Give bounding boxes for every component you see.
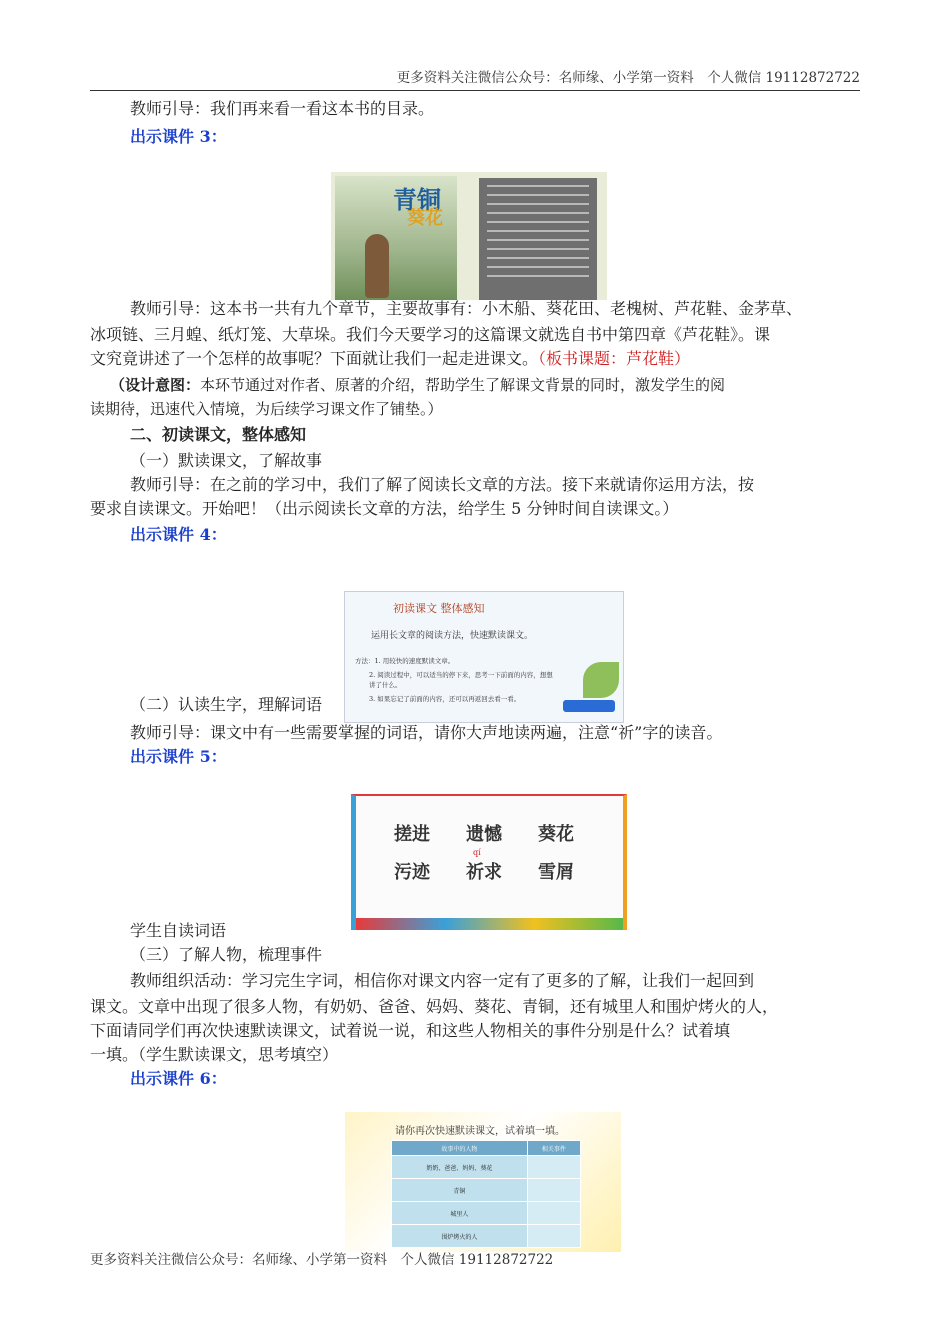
- slide-5-image: [351, 794, 627, 930]
- text-line: 下面请同学们再次快速默读课文，试着说一说，和这些人物相关的事件分别是什么？试着填: [90, 1021, 731, 1040]
- color-strip: [356, 918, 623, 930]
- slide-6-image: [345, 1112, 621, 1252]
- table-header: 故事中的人物: [392, 1141, 528, 1156]
- text-line: 冰项链、三月蝗、纸灯笼、大草垛。我们今天要学习的这篇课文就选自书中第四章《芦花鞋》。课: [90, 325, 771, 344]
- slide-title: 初读课文 整体感知: [393, 602, 485, 615]
- pinyin-label: qí: [473, 848, 481, 857]
- text-line: 教师引导：课文中有一些需要掌握的词语，请你大声地读两遍，注意“祈”字的读音。: [130, 723, 723, 742]
- next-button: [563, 700, 615, 712]
- text-line: 要求自读课文。开始吧！（出示阅读长文章的方法，给学生 5 分钟时间自读课文。）: [90, 499, 679, 518]
- book-title: 青铜: [393, 185, 441, 214]
- vocab-word: 祈求: [466, 862, 502, 883]
- section-heading: 二、初读课文，整体感知: [130, 425, 307, 444]
- slide-label: 出示课件 5：: [130, 747, 227, 766]
- book-subtitle: 葵花: [407, 208, 443, 229]
- child-figure: [365, 234, 389, 298]
- method-line: 方法：1. 用较快的速度默读文章。: [355, 657, 455, 665]
- slide-heading: 请你再次快速默读课文，试着填一填。: [395, 1126, 565, 1137]
- method-line: 2. 阅读过程中，可以适当的停下来，思考一下前面的内容，想想: [369, 671, 553, 679]
- table-row: 围炉烤火的人: [392, 1225, 581, 1248]
- vocab-word: 葵花: [538, 824, 574, 845]
- vocab-word: 污迹: [394, 862, 430, 883]
- subsection-heading: （三）了解人物，梳理事件: [130, 945, 323, 964]
- text-line: 文究竟讲述了一个怎样的故事呢？下面就让我们一起走进课文。（板书课题：芦花鞋）: [90, 349, 691, 368]
- slide-label: 出示课件 6：: [130, 1069, 227, 1088]
- events-table: [391, 1140, 581, 1248]
- vocab-word: 遗憾: [466, 824, 502, 845]
- slide-label: 出示课件 4：: [130, 525, 227, 544]
- text-line: 读期待，迅速代入情境，为后续学习课文作了铺垫。）: [90, 400, 443, 418]
- text-line: 一填。（学生默读课文，思考填空）: [90, 1045, 339, 1064]
- subsection-heading: （二）认读生字，理解词语: [130, 695, 323, 714]
- text-line: 教师引导：我们再来看一看这本书的目录。: [130, 99, 435, 118]
- slide-label: 出示课件 3：: [130, 127, 227, 146]
- table-row: 城里人: [392, 1202, 581, 1225]
- page-footer: 更多资料关注微信公众号：名师缘、小学第一资料 个人微信 19112872722: [90, 1252, 554, 1268]
- page-header: 更多资料关注微信公众号：名师缘、小学第一资料 个人微信 19112872722: [90, 66, 860, 91]
- table-row: 奶奶、爸爸、妈妈、葵花: [392, 1156, 581, 1179]
- table-row: 青铜: [392, 1179, 581, 1202]
- subsection-heading: （一）默读课文，了解故事: [130, 451, 323, 470]
- slide-4-image: [344, 591, 624, 723]
- text-line: 学生自读词语: [130, 921, 227, 940]
- leaf-decoration: [583, 662, 619, 698]
- slide-3-image: [331, 172, 607, 300]
- method-line: 3. 如果忘记了前面的内容，还可以再返回去看一看。: [369, 695, 521, 703]
- slide-lead: 运用长文章的阅读方法，快速默读课文。: [371, 631, 534, 641]
- text-line: 教师引导：这本书一共有九个章节，主要故事有：小木船、葵花田、老槐树、芦花鞋、金茅草、: [130, 299, 803, 318]
- text-line: 教师组织活动：学习完生字词，相信你对课文内容一定有了更多的了解，让我们一起回到: [130, 971, 755, 990]
- board-title: （板书课题：芦花鞋）: [538, 349, 691, 368]
- text-line: 教师引导：在之前的学习中，我们了解了阅读长文章的方法。接下来就请你运用方法，按: [130, 475, 755, 494]
- vocab-word: 雪屑: [538, 862, 574, 883]
- book-cover: [335, 176, 457, 300]
- design-intent: （设计意图：本环节通过对作者、原著的介绍，帮助学生了解课文背景的同时，激发学生的阅: [110, 376, 726, 394]
- vocab-word: 搓进: [394, 824, 430, 845]
- table-header: 相关事件: [527, 1141, 580, 1156]
- method-line: 讲了什么。: [369, 681, 402, 689]
- text-line: 课文。文章中出现了很多人物，有奶奶、爸爸、妈妈、葵花、青铜，还有城里人和围炉烤火的人，: [90, 997, 779, 1016]
- table-of-contents: [479, 178, 597, 300]
